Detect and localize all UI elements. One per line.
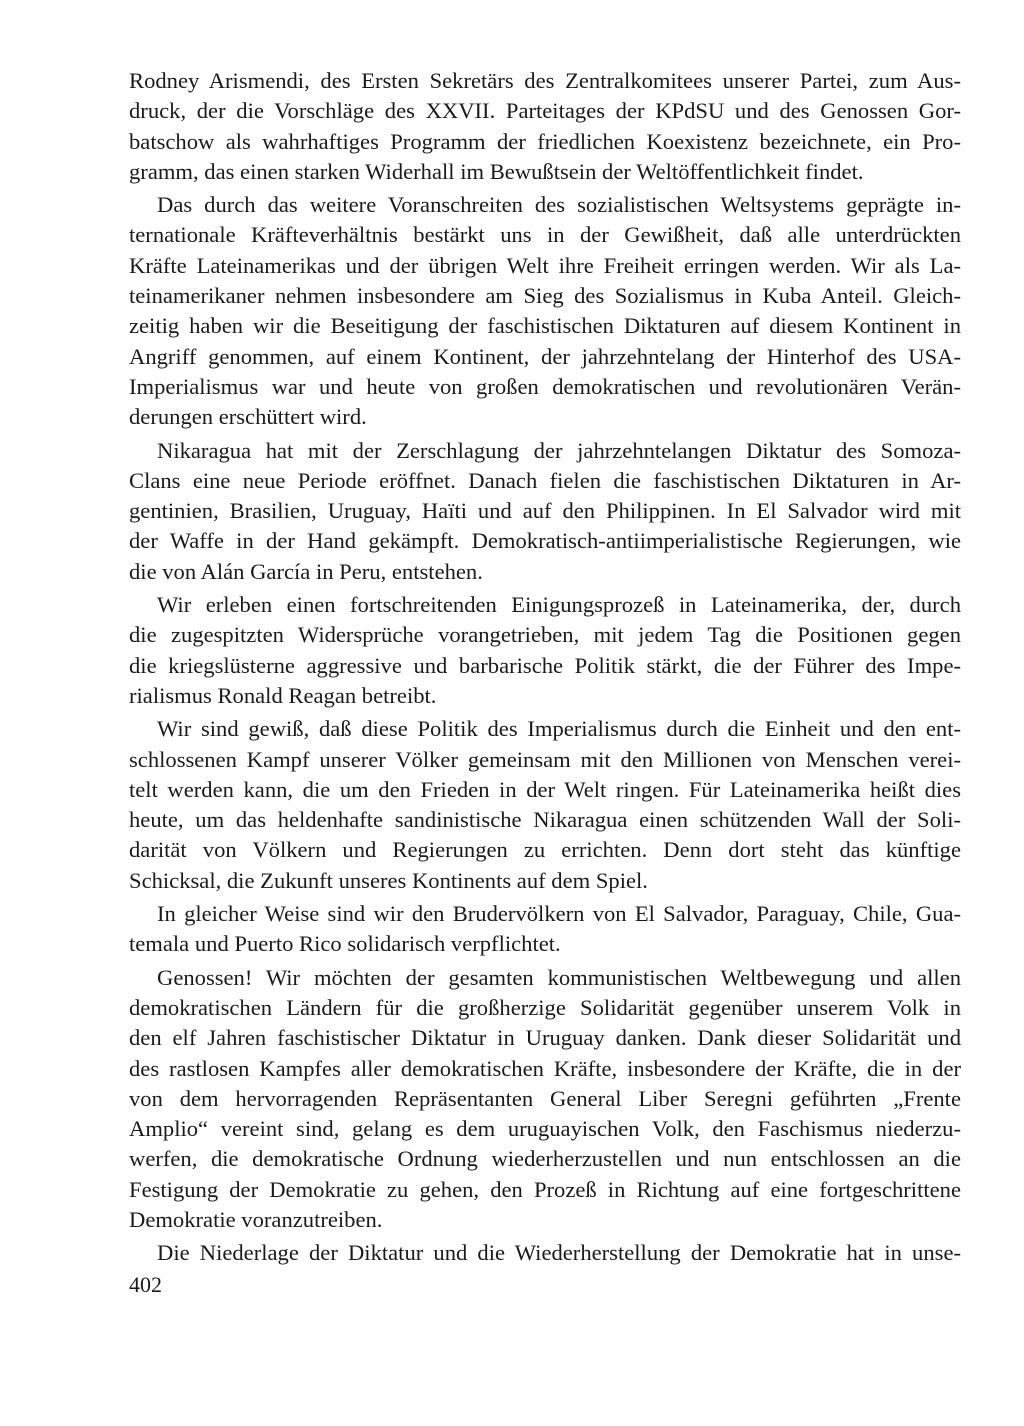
text-line: druck, der die Vorschläge des XXVII. Parteitages der KPdSU und des Genossen Gor- (129, 98, 961, 124)
paragraph-8 (129, 1238, 961, 1268)
text-line: Die Niederlage der Diktatur und die Wiederherstellung der Demokratie hat in unse- (157, 1240, 961, 1266)
text-line: temala und Puerto Rico solidarisch verpflichtet. (129, 931, 561, 957)
text-line: In gleicher Weise sind wir den Brudervölkern von El Salvador, Paraguay, Chile, Gua- (157, 901, 961, 927)
text-line: Rodney Arismendi, des Ersten Sekretärs des Zentralkomitees unserer Partei, zum Aus- (129, 68, 961, 93)
text-line: Imperialismus war und heute von großen demokratischen und revolutionären Verän- (129, 373, 961, 399)
text-line: Demokratie voranzutreiben. (129, 1206, 383, 1232)
text-line: Das durch das weitere Voranschreiten des sozialistischen Weltsystems geprägte in- (157, 192, 961, 218)
text-line: die kriegslüsterne aggressive und barbarische Politik stärkt, die der Führer des Impe- (129, 652, 961, 678)
text-line: Schicksal, die Zukunft unseres Kontinents auf dem Spiel. (129, 867, 648, 893)
text-line: demokratischen Ländern für die großherzige Solidarität gegenüber unserem Volk in (129, 994, 961, 1020)
paragraph-5 (129, 714, 961, 896)
paragraph-7 (129, 963, 961, 1236)
text-line: heute, um das heldenhafte sandinistische Nikaragua einen schützenden Wall der Soli- (129, 807, 961, 833)
page-body (129, 66, 961, 1269)
text-line: Kräfte Lateinamerikas und der übrigen Welt ihre Freiheit erringen werden. Wir als La- (129, 252, 961, 278)
text-line: Angriff genommen, auf einem Kontinent, der jahrzehntelang der Hinterhof des USA- (129, 343, 961, 369)
text-line: Wir erleben einen fortschreitenden Einigungsprozeß in Lateinamerika, der, durch (157, 592, 961, 618)
text-line: Festigung der Demokratie zu gehen, den Prozeß in Richtung auf eine fortgeschrittene (129, 1176, 961, 1202)
text-line: Wir sind gewiß, daß diese Politik des Imperialismus durch die Einheit und den ent- (157, 716, 961, 742)
text-line: werfen, die demokratische Ordnung wiederherzustellen und nun entschlossen an die (129, 1146, 961, 1172)
text-line: gentinien, Brasilien, Uruguay, Haïti und auf den Philippinen. In El Salvador wird mit (129, 498, 961, 524)
text-line: darität von Völkern und Regierungen zu errichten. Denn dort steht das künftige (129, 837, 961, 863)
text-line: Nikaragua hat mit der Zerschlagung der jahrzehntelangen Diktatur des Somoza- (157, 437, 961, 463)
text-line: zeitig haben wir die Beseitigung der faschistischen Diktaturen auf diesem Kontinent in (129, 313, 961, 339)
text-line: batschow als wahrhaftiges Programm der friedlichen Koexistenz bezeichnete, ein Pro- (129, 128, 961, 154)
paragraph-4 (129, 590, 961, 711)
page-number: 402 (129, 1272, 162, 1297)
text-line: rialismus Ronald Reagan betreibt. (129, 682, 437, 708)
text-line: Amplio“ vereint sind, gelang es dem uruguayischen Volk, den Faschismus niederzu- (129, 1116, 961, 1142)
paragraph-2 (129, 190, 961, 432)
text-line: Genossen! Wir möchten der gesamten kommunistischen Weltbewegung und allen (157, 964, 961, 990)
text-line: die von Alán García in Peru, entstehen. (129, 558, 483, 584)
text-line: des rastlosen Kampfes aller demokratischen Kräfte, insbesondere der Kräfte, die in der (129, 1055, 961, 1081)
text-line: der Waffe in der Hand gekämpft. Demokratisch-antiimperialistische Regierungen, wie (129, 528, 961, 554)
text-line: Clans eine neue Periode eröffnet. Danach fielen die faschistischen Diktaturen in Ar- (129, 467, 961, 493)
text-line: von dem hervorragenden Repräsentanten General Liber Seregni geführten „Frente (129, 1085, 961, 1111)
text-line: den elf Jahren faschistischer Diktatur in Uruguay danken. Dank dieser Solidarität und (129, 1025, 961, 1051)
text-line: gramm, das einen starken Widerhall im Bewußtsein der Weltöffentlichkeit findet. (129, 158, 864, 184)
paragraph-3 (129, 436, 961, 587)
paragraph-6 (129, 899, 961, 960)
paragraph-1 (129, 66, 961, 187)
text-line: telt werden kann, die um den Frieden in der Welt ringen. Für Lateinamerika heißt dies (129, 776, 961, 802)
text-line: schlossenen Kampf unserer Völker gemeinsam mit den Millionen von Menschen verei- (129, 746, 961, 772)
text-line: ternationale Kräfteverhältnis bestärkt uns in der Gewißheit, daß alle unterdrückten (129, 222, 961, 248)
text-line: die zugespitzten Widersprüche vorangetrieben, mit jedem Tag die Positionen gegen (129, 622, 961, 648)
text-line: teinamerikaner nehmen insbesondere am Sieg des Sozialismus in Kuba Anteil. Gleich- (129, 283, 961, 309)
text-line: derungen erschüttert wird. (129, 404, 367, 430)
